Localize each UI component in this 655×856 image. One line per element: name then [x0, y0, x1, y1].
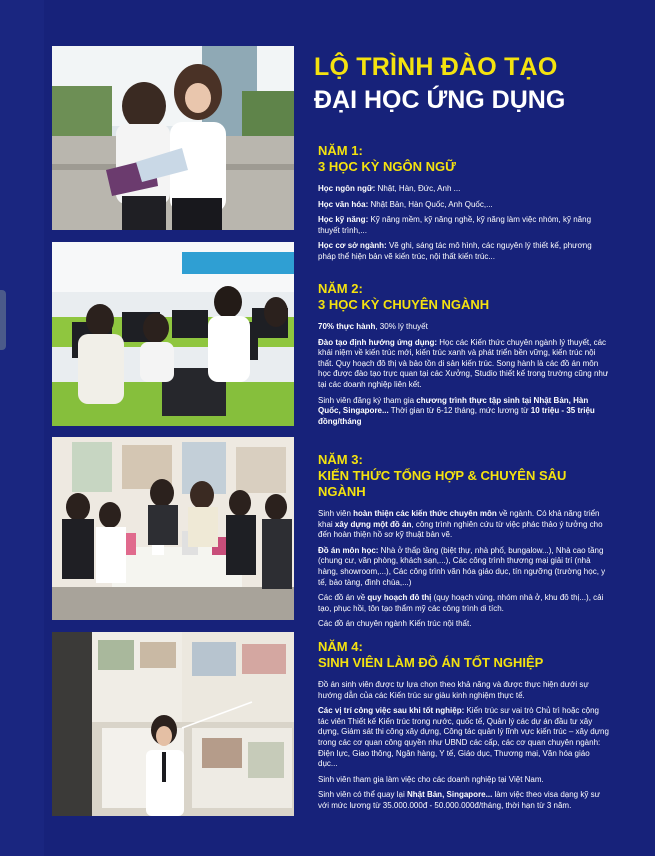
left-edge-strip — [0, 0, 44, 856]
paragraph — [318, 215, 610, 236]
photo-students-reading — [52, 46, 294, 230]
bold-text: Đồ án môn học: — [318, 545, 379, 555]
text-run: Các đồ án về — [318, 593, 368, 603]
text-run: Sinh viên tham gia làm việc cho các doanh nghiệp tại Việt Nam. — [318, 774, 544, 784]
section-subtitle: 3 HỌC KỲ CHUYÊN NGÀNH — [318, 297, 490, 312]
section-body — [318, 322, 610, 427]
text-run: Sinh viên có thể quay lại — [318, 790, 407, 800]
paragraph — [318, 593, 610, 614]
section-year-2 — [318, 281, 610, 432]
text-run: Kỹ năng mềm, kỹ năng nghề, kỹ năng làm việc nhóm, kỹ năng thuyết trình,... — [318, 215, 592, 235]
paragraph — [318, 509, 610, 541]
paragraph — [318, 619, 610, 630]
section-year-4 — [318, 639, 610, 817]
section-year-label: NĂM 3: — [318, 452, 363, 467]
paragraph — [318, 184, 610, 195]
bold-text: 70% thực hành — [318, 322, 376, 331]
bold-text: Đào tạo định hướng ứng dụng: — [318, 337, 438, 347]
text-run: Các đồ án chuyên ngành Kiến trúc nội thất. — [318, 619, 472, 629]
section-year-1 — [318, 143, 610, 268]
title-line-1: LỘ TRÌNH ĐÀO TẠO — [314, 53, 558, 81]
bold-text: xây dựng một đồ án — [334, 519, 412, 529]
bold-text: Các vị trí công việc sau khi tốt nghiệp: — [318, 706, 465, 716]
text-run: (quy hoạch vùng, nhóm nhà ở, khu đô thị...), cải tạo, phục hồi, tôn tạo thẩm mỹ các công trình di tích. — [318, 593, 604, 613]
text-run: Nhật Bản, Hàn Quốc, Anh Quốc,... — [368, 199, 493, 209]
paragraph — [318, 241, 610, 262]
text-run: Nhật, Hàn, Đức, Anh ... — [375, 184, 461, 193]
paragraph — [318, 706, 610, 770]
title-line-2: ĐẠI HỌC ỨNG DỤNG — [314, 86, 566, 114]
text-run: Nhà ở thấp tầng (biệt thự, nhà phố, bungalow...), Nhà cao tầng (chung cư, văn phòng, khách sạn,...), Các công trình thương mại giải trí (nhà hàng, showroom,...), Các công trình văn hóa giáo dục, tín ngưỡng (trường học, y tế, bảo tàng, đình chùa,...) — [318, 545, 606, 587]
bold-text: Học kỹ năng: — [318, 215, 369, 225]
bold-text: chương trình thực tập sinh tại Nhật Bản, Hàn Quốc, Singapore... — [318, 395, 589, 416]
paragraph — [318, 790, 610, 811]
edge-decoration — [0, 290, 6, 350]
text-run: Đồ án sinh viên được tự lựa chọn theo khả năng và được thực hiện dưới sự hướng dẫn của các Kiến trúc sư giàu kinh nghiệm thực tế. — [318, 680, 589, 700]
photo-model-review — [52, 437, 294, 620]
section-body — [318, 509, 610, 630]
text-run: Thời gian từ 6-12 tháng, mức lương từ — [388, 406, 531, 416]
section-subtitle: 3 HỌC KỲ NGÔN NGỮ — [318, 159, 456, 174]
section-subtitle: SINH VIÊN LÀM ĐỒ ÁN TỐT NGHIỆP — [318, 655, 544, 670]
paragraph — [318, 338, 610, 391]
paragraph — [318, 680, 610, 701]
section-body — [318, 680, 610, 812]
section-body — [318, 184, 610, 263]
section-year-label: NĂM 2: — [318, 281, 363, 296]
bold-text: hoàn thiện các kiến thức chuyên môn — [353, 509, 497, 518]
bold-text: Học ngôn ngữ: — [318, 184, 376, 193]
bold-text: 10 triệu - 35 triệu đồng/tháng — [318, 406, 595, 426]
text-run: Kiến trúc sư vai trò Chủ trì hoặc cộng tác viên Thiết kế Kiến trúc trong nước, quốc tế, Quản lý các dự án đầu tư xây dựng, Giám sát thi công xây dựng, Công tác quản lý lĩnh vực kiến trúc – xây dựng trong các cơ quan công quyền như UBND các cấp, các cơ quan chuyên ngành: Điện lực, Giao thông, Ngân hàng, Y tế, Giáo dục, Thương mại, Văn hóa giáo dục... — [318, 706, 609, 769]
text-run: Sinh viên — [318, 509, 354, 518]
paragraph — [318, 322, 610, 333]
paragraph — [318, 775, 610, 786]
section-year-label: NĂM 1: — [318, 143, 363, 158]
section-year-label: NĂM 4: — [318, 639, 363, 654]
paragraph — [318, 546, 610, 588]
bold-text: Học cơ sở ngành: — [318, 241, 387, 251]
paragraph — [318, 200, 610, 211]
bold-text: Nhật Bản, Singapore... — [406, 790, 493, 800]
section-subtitle: KIẾN THỨC TỔNG HỢP & CHUYÊN SÂU NGÀNH — [318, 468, 567, 499]
text-run: Vẽ ghi, sáng tác mô hình, các nguyên lý thiết kế, phương pháp thể hiện bản vẽ kiến trúc, nội thất kiến trúc... — [318, 241, 592, 261]
bold-text: quy hoạch đô thị — [367, 593, 432, 603]
bold-text: Học văn hóa: — [318, 199, 369, 209]
text-run: Học các Kiến thức chuyên ngành lý thuyết, các khái niệm về kiến trúc mới, kiến trúc xanh và phát triển bền vững, kiến trúc nội thất. Quy hoạch đô thị và bảo tồn di sản kiến trúc. Song hành là các đồ án môn học được đào tạo trực quan tại các Xưởng, Studio thiết kế trong trường cũng như tại các doanh nghiệp liên kết. — [318, 337, 609, 389]
page-title — [314, 52, 644, 116]
text-run: , công trình nghiên cứu từ việc phác thảo ý tưởng cho đến hoàn thiện hồ sơ kỹ thuật bản vẽ. — [318, 519, 603, 540]
text-run: Sinh viên đăng ký tham gia — [318, 395, 417, 405]
text-run: làm việc theo visa dạng kỹ sư với mức lương từ 35.000.000đ - 50.000.000đ/tháng, thời hạn từ 3 năm. — [318, 790, 600, 810]
section-year-3 — [318, 452, 610, 635]
paragraph — [318, 396, 610, 428]
text-run: về ngành. Có khả năng triển khai — [318, 509, 600, 529]
text-run: , 30% lý thuyết — [375, 322, 428, 331]
photo-graduation-presentation — [52, 632, 294, 816]
photo-computer-lab — [52, 242, 294, 426]
